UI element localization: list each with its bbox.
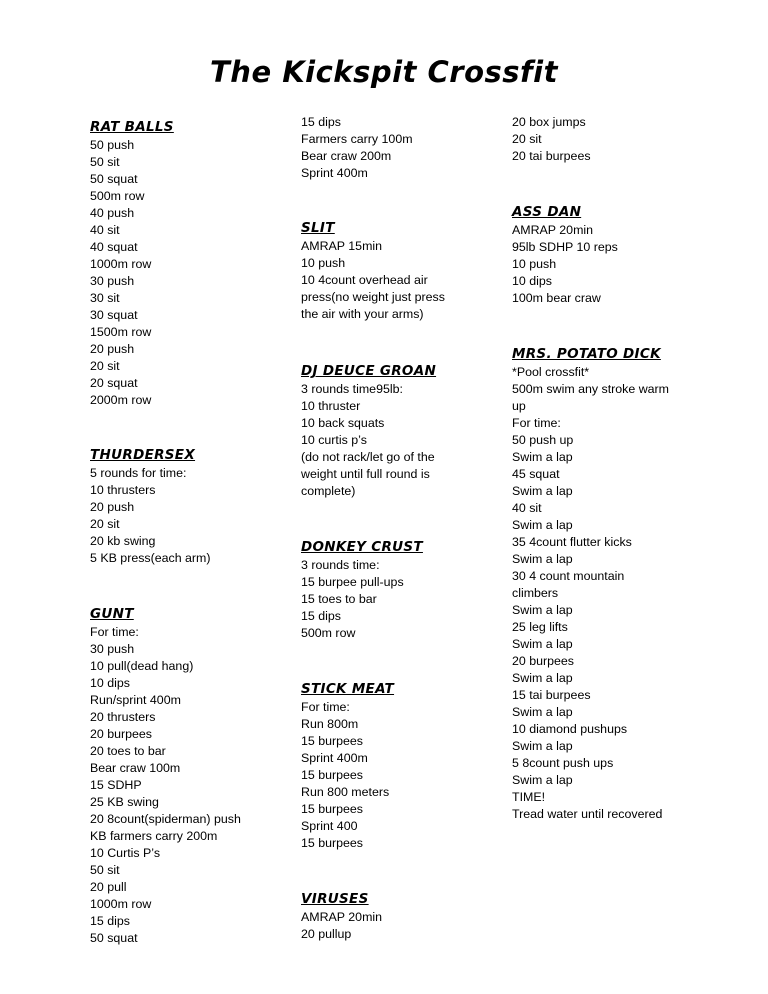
exercise-line: 20 squat — [90, 376, 138, 390]
exercise-line: Tread water until recovered — [512, 807, 663, 821]
exercise-line: For time: — [90, 625, 139, 639]
workout-gunt — [90, 605, 290, 947]
exercise-line: 20 box jumps — [512, 115, 586, 129]
exercise-line: AMRAP 20min — [512, 223, 594, 237]
exercise-line: Bear craw 200m — [301, 149, 392, 163]
workout-heading: DONKEY CRUST — [301, 539, 423, 555]
exercise-line: 50 squat — [90, 172, 138, 186]
exercise-line: 50 push up — [512, 433, 574, 447]
exercise-line: 5 8count push ups — [512, 756, 614, 770]
exercise-line: 10 curtis p’s — [301, 433, 367, 447]
exercise-line: 15 burpees — [301, 734, 364, 748]
exercise-line: Sprint 400 — [301, 819, 358, 833]
exercise-line: 10 diamond pushups — [512, 722, 628, 736]
exercise-line: 10 thruster — [301, 399, 361, 413]
exercise-line: 3 rounds time: — [301, 558, 380, 572]
exercise-line: 20 kb swing — [90, 534, 156, 548]
workout-heading: VIRUSES — [301, 891, 369, 907]
exercise-line: For time: — [301, 700, 350, 714]
exercise-line: 15 dips — [301, 609, 341, 623]
exercise-line: 10 back squats — [301, 416, 385, 430]
exercise-line: 25 leg lifts — [512, 620, 568, 634]
exercise-line: 10 push — [512, 257, 557, 271]
exercise-line: press(no weight just press — [301, 290, 445, 304]
workout-donkey-crust — [301, 538, 501, 642]
exercise-line: 10 pull(dead hang) — [90, 659, 194, 673]
exercise-line: 50 squat — [90, 931, 138, 945]
exercise-line: 20 sit — [512, 132, 542, 146]
exercise-line: Sprint 400m — [301, 166, 368, 180]
exercise-line: 15 burpees — [301, 802, 364, 816]
exercise-line: 10 dips — [512, 274, 552, 288]
exercise-line: Run 800 meters — [301, 785, 390, 799]
exercise-line: 15 tai burpees — [512, 688, 591, 702]
exercise-line: AMRAP 20min — [301, 910, 383, 924]
exercise-line: 40 push — [90, 206, 135, 220]
exercise-line: 40 squat — [90, 240, 138, 254]
exercise-line: AMRAP 15min — [301, 239, 383, 253]
exercise-line: 10 4count overhead air — [301, 273, 428, 287]
workout-gunt-continued — [301, 114, 501, 182]
exercise-line: 10 push — [301, 256, 346, 270]
exercise-line: 15 dips — [90, 914, 130, 928]
exercise-line: Swim a lap — [512, 705, 573, 719]
workout-heading: ASS DAN — [512, 204, 582, 220]
exercise-line: Swim a lap — [512, 773, 573, 787]
exercise-line: Run 800m — [301, 717, 359, 731]
workout-dj-deuce-groan — [301, 362, 501, 500]
exercise-line: Sprint 400m — [301, 751, 368, 765]
exercise-line: 30 sit — [90, 291, 120, 305]
exercise-line: Swim a lap — [512, 552, 573, 566]
exercise-line: 20 tai burpees — [512, 149, 591, 163]
workout-viruses — [301, 890, 501, 943]
exercise-line: 15 dips — [301, 115, 341, 129]
exercise-line: the air with your arms) — [301, 307, 424, 321]
exercise-line: 10 thrusters — [90, 483, 156, 497]
exercise-line: 3 rounds time95lb: — [301, 382, 403, 396]
exercise-line: 50 sit — [90, 155, 120, 169]
exercise-line: 20 pullup — [301, 927, 352, 941]
workout-heading: GUNT — [90, 606, 134, 622]
workout-heading: THURDERSEX — [90, 447, 196, 463]
exercise-line: 1000m row — [90, 897, 152, 911]
exercise-line: 20 toes to bar — [90, 744, 166, 758]
exercise-line: (do not rack/let go of the — [301, 450, 435, 464]
exercise-line: 20 pull — [90, 880, 127, 894]
exercise-line: Swim a lap — [512, 637, 573, 651]
exercise-line: Run/sprint 400m — [90, 693, 181, 707]
workout-heading: SLIT — [301, 220, 335, 236]
exercise-line: 50 sit — [90, 863, 120, 877]
exercise-line: 45 squat — [512, 467, 560, 481]
exercise-line: 20 push — [90, 500, 135, 514]
exercise-line: Swim a lap — [512, 518, 573, 532]
exercise-line: 95lb SDHP 10 reps — [512, 240, 618, 254]
exercise-line: Swim a lap — [512, 450, 573, 464]
exercise-line: 1500m row — [90, 325, 152, 339]
workout-heading: DJ DEUCE GROAN — [301, 363, 437, 379]
exercise-line: 25 KB swing — [90, 795, 159, 809]
exercise-line: 5 rounds for time: — [90, 466, 187, 480]
exercise-line: climbers — [512, 586, 559, 600]
exercise-line: 15 toes to bar — [301, 592, 377, 606]
workout-stick-meat-continued — [512, 114, 712, 165]
exercise-line: Swim a lap — [512, 739, 573, 753]
exercise-line: 30 push — [90, 642, 135, 656]
exercise-line: 20 burpees — [512, 654, 575, 668]
exercise-line: 15 burpee pull-ups — [301, 575, 404, 589]
exercise-line: 35 4count flutter kicks — [512, 535, 632, 549]
exercise-line: 15 burpees — [301, 768, 364, 782]
exercise-line: For time: — [512, 416, 561, 430]
exercise-line: 30 4 count mountain — [512, 569, 625, 583]
exercise-line: 500m swim any stroke warm — [512, 382, 669, 396]
exercise-line: Swim a lap — [512, 484, 573, 498]
exercise-line: Farmers carry 100m — [301, 132, 413, 146]
exercise-line: 5 KB press(each arm) — [90, 551, 211, 565]
exercise-line: 100m bear craw — [512, 291, 601, 305]
exercise-line: 20 8count(spiderman) push — [90, 812, 241, 826]
exercise-line: 40 sit — [512, 501, 542, 515]
exercise-line: 10 Curtis P’s — [90, 846, 161, 860]
exercise-line: 20 push — [90, 342, 135, 356]
exercise-line: 20 sit — [90, 359, 120, 373]
exercise-line: 30 squat — [90, 308, 138, 322]
exercise-line: 15 burpees — [301, 836, 364, 850]
exercise-line: TIME! — [512, 790, 546, 804]
exercise-line: 30 push — [90, 274, 135, 288]
exercise-line: 15 SDHP — [90, 778, 142, 792]
exercise-line: KB farmers carry 200m — [90, 829, 218, 843]
exercise-line: complete) — [301, 484, 356, 498]
exercise-line: 500m row — [301, 626, 356, 640]
workout-heading: MRS. POTATO DICK — [512, 346, 661, 362]
exercise-line: up — [512, 399, 526, 413]
exercise-line: Bear craw 100m — [90, 761, 181, 775]
exercise-line: 40 sit — [90, 223, 120, 237]
exercise-line: 20 burpees — [90, 727, 153, 741]
exercise-line: 20 sit — [90, 517, 120, 531]
workout-rat-balls — [90, 118, 290, 409]
workout-heading: STICK MEAT — [301, 681, 395, 697]
exercise-line: weight until full round is — [301, 467, 430, 481]
exercise-line: Swim a lap — [512, 671, 573, 685]
workout-stick-meat — [301, 680, 501, 852]
exercise-line: 500m row — [90, 189, 145, 203]
exercise-line: Swim a lap — [512, 603, 573, 617]
workout-thurdersex — [90, 446, 290, 567]
exercise-line: *Pool crossfit* — [512, 365, 590, 379]
exercise-line: 20 thrusters — [90, 710, 156, 724]
exercise-line: 50 push — [90, 138, 135, 152]
exercise-line: 10 dips — [90, 676, 130, 690]
workout-ass-dan — [512, 203, 712, 307]
workout-heading: RAT BALLS — [90, 119, 174, 135]
exercise-line: 1000m row — [90, 257, 152, 271]
exercise-line: 2000m row — [90, 393, 152, 407]
workout-mrs-potato-dick — [512, 345, 712, 823]
workout-slit — [301, 219, 501, 323]
page-title: The Kickspit Crossfit — [210, 55, 558, 89]
